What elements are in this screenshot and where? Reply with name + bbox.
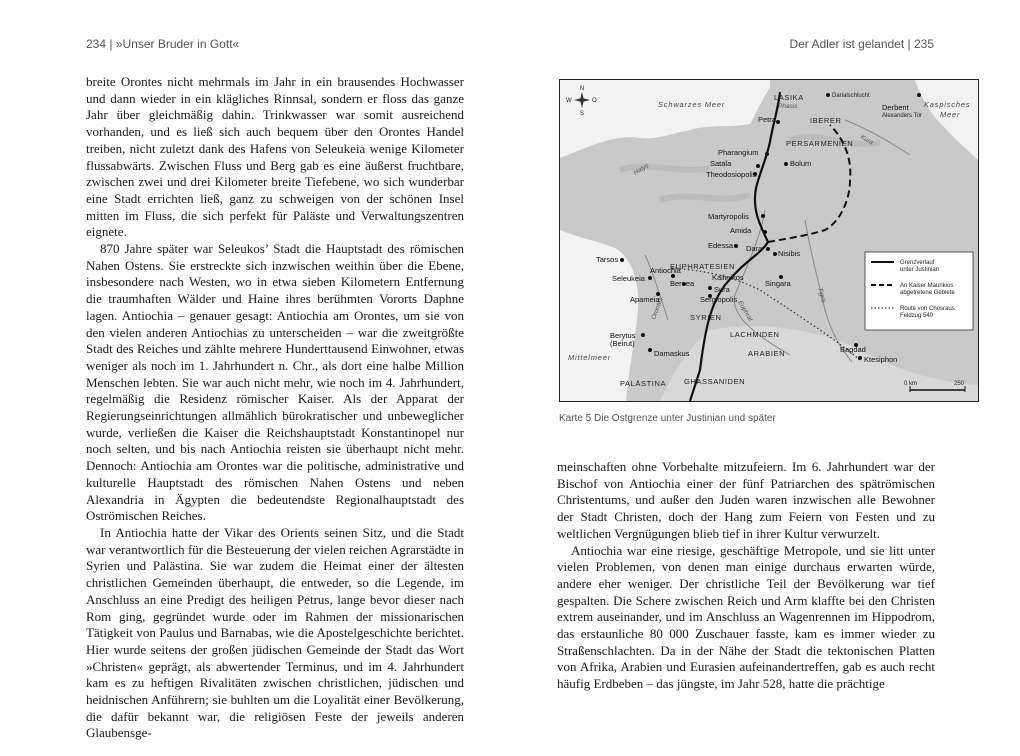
city-label: Sergiopolis [700,295,738,304]
sea-label: Kaspisches [924,100,971,109]
legend-label: Grenzverlauf [900,260,935,266]
city-label: Bagdad [840,345,866,354]
city-label: Bolum [790,159,812,168]
city-label: Damaskus [654,349,690,358]
city-label: Seleukeia [612,274,645,283]
city-label: Petra [758,115,776,124]
compass-s: S [580,111,585,117]
paragraph: 870 Jahre später war Seleukos’ Stadt die Hauptstadt des römischen Nahen Ostens. Sie erstreckte sich inzwischen weithin über die Ebene, insbesondere nach Westen, wo in etwa sieben Kilometern Entfernung die traumhaften Wälder und Haine ihres berühmten Vororts Daphne lagen. Antiochia – genauer gesagt: Antiochia am Orontes, um sie von den vielen anderen Antiochias zu unterscheiden – war die zweitgrößte Stadt des Reiches und zählte mehrere Hunderttausend Einwohner, etwas weniger als noch im 1. Jahrhundert n. Chr., als dort eine halbe Million Menschen lebten. Sie war auch nicht mehr, wie noch im 4. Jahrhundert, regelmäßig die Residenz römischer Kaiser. Als der Apparat der Regierungseinrichtungen allmählich bürokratischer und unbeweglicher wurde, verließen die Kaiser die Reichshauptstadt Konstantinopel nur noch selten, und bis nach Antiochia reisten sie überhaupt nicht mehr. Dennoch: Antiochia am Orontes war die politische, administrative und kulturelle Hauptstadt des römischen Nahen Ostens und neben Alexandria in Ägypten die bedeutendste Regionalhauptstadt des Oströmischen Reiches. [86,241,464,524]
region-label: PERSARMENIEN [786,139,854,148]
region-label: IBERER [810,116,842,125]
region-label: PALÄSTINA [620,379,667,388]
river-label: Kura [859,133,875,147]
left-running-head: 234 | »Unser Bruder in Gott« [86,37,240,51]
city-label: Theodosiopolis [706,170,757,179]
city-label: Singara [765,279,791,288]
compass-w: W [566,98,572,104]
region-label: GHASSANIDEN [684,377,746,386]
city-label: Berytus [610,331,636,340]
scale-label: 0 km [904,381,918,387]
legend-label: unter Justinian [900,267,940,273]
paragraph: In Antiochia hatte der Vikar des Orients seinen Sitz, und die Stadt war verantwortlich für die Besteuerung der vielen reichen Agrarstädte in Syrien und Palästina. Sie war zudem die Heimat einer der ältesten christlichen Gemeinden überhaupt, die entweder, so die Legende, im Anschluss an eine Predigt des heiligen Petrus, lange bevor dieser nach Rom ging, gegründet wurde oder im Rahmen der missionarischen Tätigkeit von Paulus und Barnabas, wie die Apostelgeschichte berichtet. Hier wurde seitens der großen jüdischen Gemeinde der Stadt das Wort »Christen« geprägt, als abwertender Terminus, und im 4. Jahrhundert kam es zu heftigen Rivalitäten zwischen christlichen, jüdischen und heidnischen Anführern; sie buhlten um die Loyalität einer Bevölkerung, die dafür bekannt war, die religiösen Feste der jeweils anderen Glaubensge- [86,524,464,741]
river-label: Tigris [816,286,827,304]
legend-label: Feldzug 540 [900,313,934,319]
river-label: Halys [632,162,651,177]
legend-label: An Kaiser Maurikios [900,283,954,289]
city-label: Kallinikos [712,273,744,282]
legend-label: Route von Chosraus [900,306,955,312]
paragraph: meinschaften ohne Vorbehalte mitzufeiern. Im 6. Jahrhundert war der Bischof von Antiochia einer der fünf Patriarchen des spätrömischen Christentums, und außer den Juden waren inzwischen alle Bewohner der Stadt Christen, doch der Hang zum Feiern von Festen und zu weltlichen Vergnügungen blieb tief in ihrer Kultur verwurzelt. [557,459,935,541]
city-label: Alexanders Tor [882,113,922,119]
paragraph: Antiochia war eine riesige, geschäftige Metropole, und sie litt unter vielen Problemen, von denen man einige durchaus erwarten würde, andere eher weniger. Der christliche Teil der Bevölkerung war tief gespalten. Die Schere zwischen Reich und Arm klaffte bei den Christen extrem auseinander, und im Anschluss an Wagenrennen im Hippodrom, das erstaunliche 80 000 Zuschauer fasste, kam es immer wieder zu Straßenschlachten. Da in der Nähe der Stadt die tektonischen Platten von Afrika, Arabien und Eurasien aufeinandertreffen, gab es auch recht häufig Erdbeben – das jüngste, im Jahr 528, hatte die prächtige [557,542,935,692]
city-label: Apameia [630,295,660,304]
city-label: Nisibis [778,249,801,258]
city-label: Antiochia [650,266,681,275]
sea-label: Mittelmeer [568,353,612,362]
left-page-body [86,74,464,742]
city-label: Sura [714,285,730,294]
city-label: Tarsos [596,255,619,264]
city-label: (Beirut) [610,339,635,348]
river-label: Orontes [650,296,665,321]
city-label: Ktesiphon [864,355,898,364]
city-label: Dara [746,244,763,253]
legend-label: abgetretene Gebiete [900,290,955,296]
city-label: Amida [730,226,752,235]
city-label: Edessa [708,241,734,250]
scale-label: 250 [954,381,965,387]
city-label: Satala [710,159,732,168]
river-label: Phasis [778,103,798,110]
region-label: LACHMIDEN [730,330,780,339]
city-label: Martyropolis [708,212,749,221]
region-label: EUPHRATESIEN [670,262,735,271]
region-label: LASIKA [774,93,804,102]
map-figure [559,79,979,402]
compass-n: N [580,86,585,92]
map-svg [560,80,978,401]
right-running-head: Der Adler ist gelandet | 235 [789,37,934,51]
region-label: SYRIEN [690,313,722,322]
paragraph: breite Orontes nicht mehrmals im Jahr in ein brausendes Hochwasser und dann wieder in ein klägliches Rinnsal, sondern er floss das ganze Jahr über gleichmäßig dahin. Trinkwasser war somit ausreichend vorhanden, und es ließ sich auch bequem über den Orontes Handel treiben, nicht zuletzt dank des Hafens von Seleukeia wenige Kilometer flussabwärts. Zwischen Fluss und Berg gab es eine äußerst fruchtbare, zwischen zwei und drei Kilometer breite Tiefebene, wo sich wunderbar eine Stadt errichten ließ, ganz zu schweigen von der schönen Insel mitten im Fluss, die sich perfekt für Paläste und Verwaltungszentren eignete. [86,74,464,240]
right-page-body [557,459,935,693]
region-label: ARABIEN [748,349,786,358]
city-label: Darialschlucht [832,93,870,99]
compass-e: O [592,98,597,104]
map-legend [865,252,973,330]
sea-label: Schwarzes Meer [658,100,726,109]
sea-label: Meer [940,110,961,119]
city-label: Derbent [882,103,909,112]
river-label: Euphrat [736,299,754,323]
city-label: Pharangium [718,148,759,157]
city-label: Beroea [670,279,695,288]
map-caption: Karte 5 Die Ostgrenze unter Justinian und später [559,413,776,424]
